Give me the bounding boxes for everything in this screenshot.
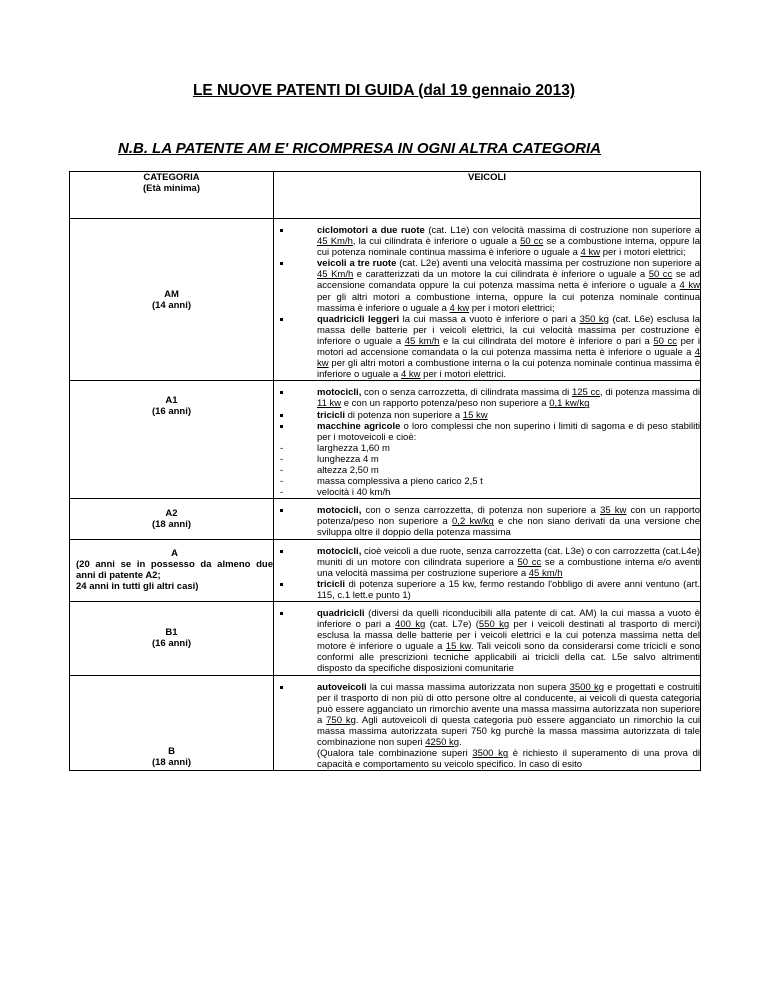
category-a2: A2 (18 anni) — [70, 499, 274, 539]
list-subitem: - massa complessiva a pieno carico 2,5 t — [274, 476, 700, 487]
list-item: motocicli, cioè veicoli a due ruote, senza carrozzetta (cat. L3e) o con carrozzetta (cat.L4e) muniti di un motore con cilindrata superiore a 50 cc se a combustione interna e/o aventi una velocità massima per costruzione superiore a 45 km/h — [274, 546, 700, 579]
category-b: B (18 anni) — [70, 675, 274, 771]
header-category: CATEGORIA (Età minima) — [70, 172, 274, 219]
vehicles-b — [274, 675, 701, 771]
list-item: autoveicoli la cui massa massima autorizzata non supera 3500 kg e progettati e costruiti per il trasporto di non più di otto persone oltre al conducente, ai veicoli di questa categoria può essere agganciato un rimorchio avente una massa massima autorizzata non superiore a 750 kg. Agli autoveicoli di questa categoria può essere agganciato un rimorchio la cui massa massima autorizzata superi 750 kg purchè la massa massima autorizzata di tale combinazione non superi 4250 kg. (Qualora tale combinazione superi 3500 kg è richiesto il superamento di una prova di capacità e comportamento su veicolo specifico. In caso di esito — [274, 682, 700, 771]
table-row-am — [70, 219, 701, 381]
license-table — [69, 171, 701, 771]
table-row-a2 — [70, 499, 701, 539]
vehicles-am — [274, 219, 701, 381]
list-subitem: - velocità i 40 km/h — [274, 487, 700, 498]
list-item: quadricicli leggeri la cui massa a vuoto è inferiore o pari a 350 kg (cat. L6e) esclusa la massa delle batterie per i veicoli elettrici, la cui velocità massima per costruzione è inferiore o uguale a 45 km/h e la cui cilindrata del motore è inferiore o pari a 50 cc per i motori ad accensione comandata o la cui potenza massima netta è inferiore o uguale a 4 kw per gli altri motori a combustione interna o la cui potenza nominale continua massima è inferiore o uguale a 4 kw per i motori elettrici. — [274, 314, 700, 381]
category-a1: A1 (16 anni) — [70, 381, 274, 499]
note-heading: N.B. LA PATENTE AM E' RICOMPRESA IN OGNI ALTRA CATEGORIA — [118, 140, 602, 157]
list-item: motocicli, con o senza carrozzetta, di potenza non superiore a 35 kw con un rapporto potenza/peso non superiore a 0,2 kw/kg e che non siano derivati da una versione che sviluppa oltre il doppio della potenza massima — [274, 505, 700, 538]
list-subitem: - altezza 2,50 m — [274, 465, 700, 476]
list-item: quadricicli (diversi da quelli riconducibili alla patente di cat. AM) la cui massa a vuoto è inferiore o pari a 400 kg (cat. L7e) (550 kg per i veicoli destinati al trasporto di merci) esclusa la massa delle batterie per i veicoli elettrici e la cui potenza massima netta del motore è inferiore o uguale a 15 kw. Tali veicoli sono da considerarsi come tricicli e sono conformi alle prescrizioni tecniche applicabili ai tricicli della cat. L5e salvo altrimenti disposto da specifiche disposizioni comunitarie — [274, 608, 700, 675]
list-subitem: - lunghezza 4 m — [274, 454, 700, 465]
vehicles-b1 — [274, 602, 701, 676]
table-row-b1 — [70, 602, 701, 676]
list-item: motocicli, con o senza carrozzetta, di cilindrata massima di 125 cc, di potenza massima di 11 kw e con un rapporto potenza/peso non superiore a 0,1 kw/kg — [274, 387, 700, 409]
category-am: AM (14 anni) — [70, 219, 274, 381]
category-b1: B1 (16 anni) — [70, 602, 274, 676]
list-item: veicoli a tre ruote (cat. L2e) aventi una velocità massima per costruzione non superiore a 45 Km/h e caratterizzati da un motore la cui cilindrata è inferiore o uguale a 50 cc se ad accensione comandata oppure la cui potenza massima netta è inferiore o uguale a 4 kw per gli altri motori a combustione interna, oppure la cui potenza nominale continua massima è inferiore o uguale a 4 kw per i motori elettrici; — [274, 258, 700, 313]
list-item: tricicli di potenza superiore a 15 kw, fermo restando l'obbligo di avere anni ventuno (art. 115, c.1 lett.e punto 1) — [274, 579, 700, 601]
header-vehicles: VEICOLI — [274, 172, 701, 219]
table-row-a1 — [70, 381, 701, 499]
list-subitem: - larghezza 1,60 m — [274, 443, 700, 454]
table-header-row — [70, 172, 701, 219]
vehicles-a — [274, 539, 701, 601]
list-item: macchine agricole o loro complessi che non superino i limiti di sagoma e di peso stabiliti per i motoveicoli e cioè: — [274, 421, 700, 443]
page-title: LE NUOVE PATENTI DI GUIDA (dal 19 gennaio 2013) — [192, 82, 576, 99]
table-row-b — [70, 675, 701, 771]
list-item: tricicli di potenza non superiore a 15 kw — [274, 410, 700, 421]
vehicles-a2 — [274, 499, 701, 539]
list-item: ciclomotori a due ruote (cat. L1e) con velocità massima di costruzione non superiore a 45 Km/h, la cui cilindrata è inferiore o uguale a 50 cc se a combustione interna, oppure la cui potenza nominale continua massima è inferiore o uguale a 4 kw per i motori elettrici; — [274, 225, 700, 258]
vehicles-a1 — [274, 381, 701, 499]
category-a: A (20 anni se in possesso da almeno due anni di patente A2; 24 anni in tutti gli altri casi) — [70, 539, 274, 601]
table-row-a — [70, 539, 701, 601]
